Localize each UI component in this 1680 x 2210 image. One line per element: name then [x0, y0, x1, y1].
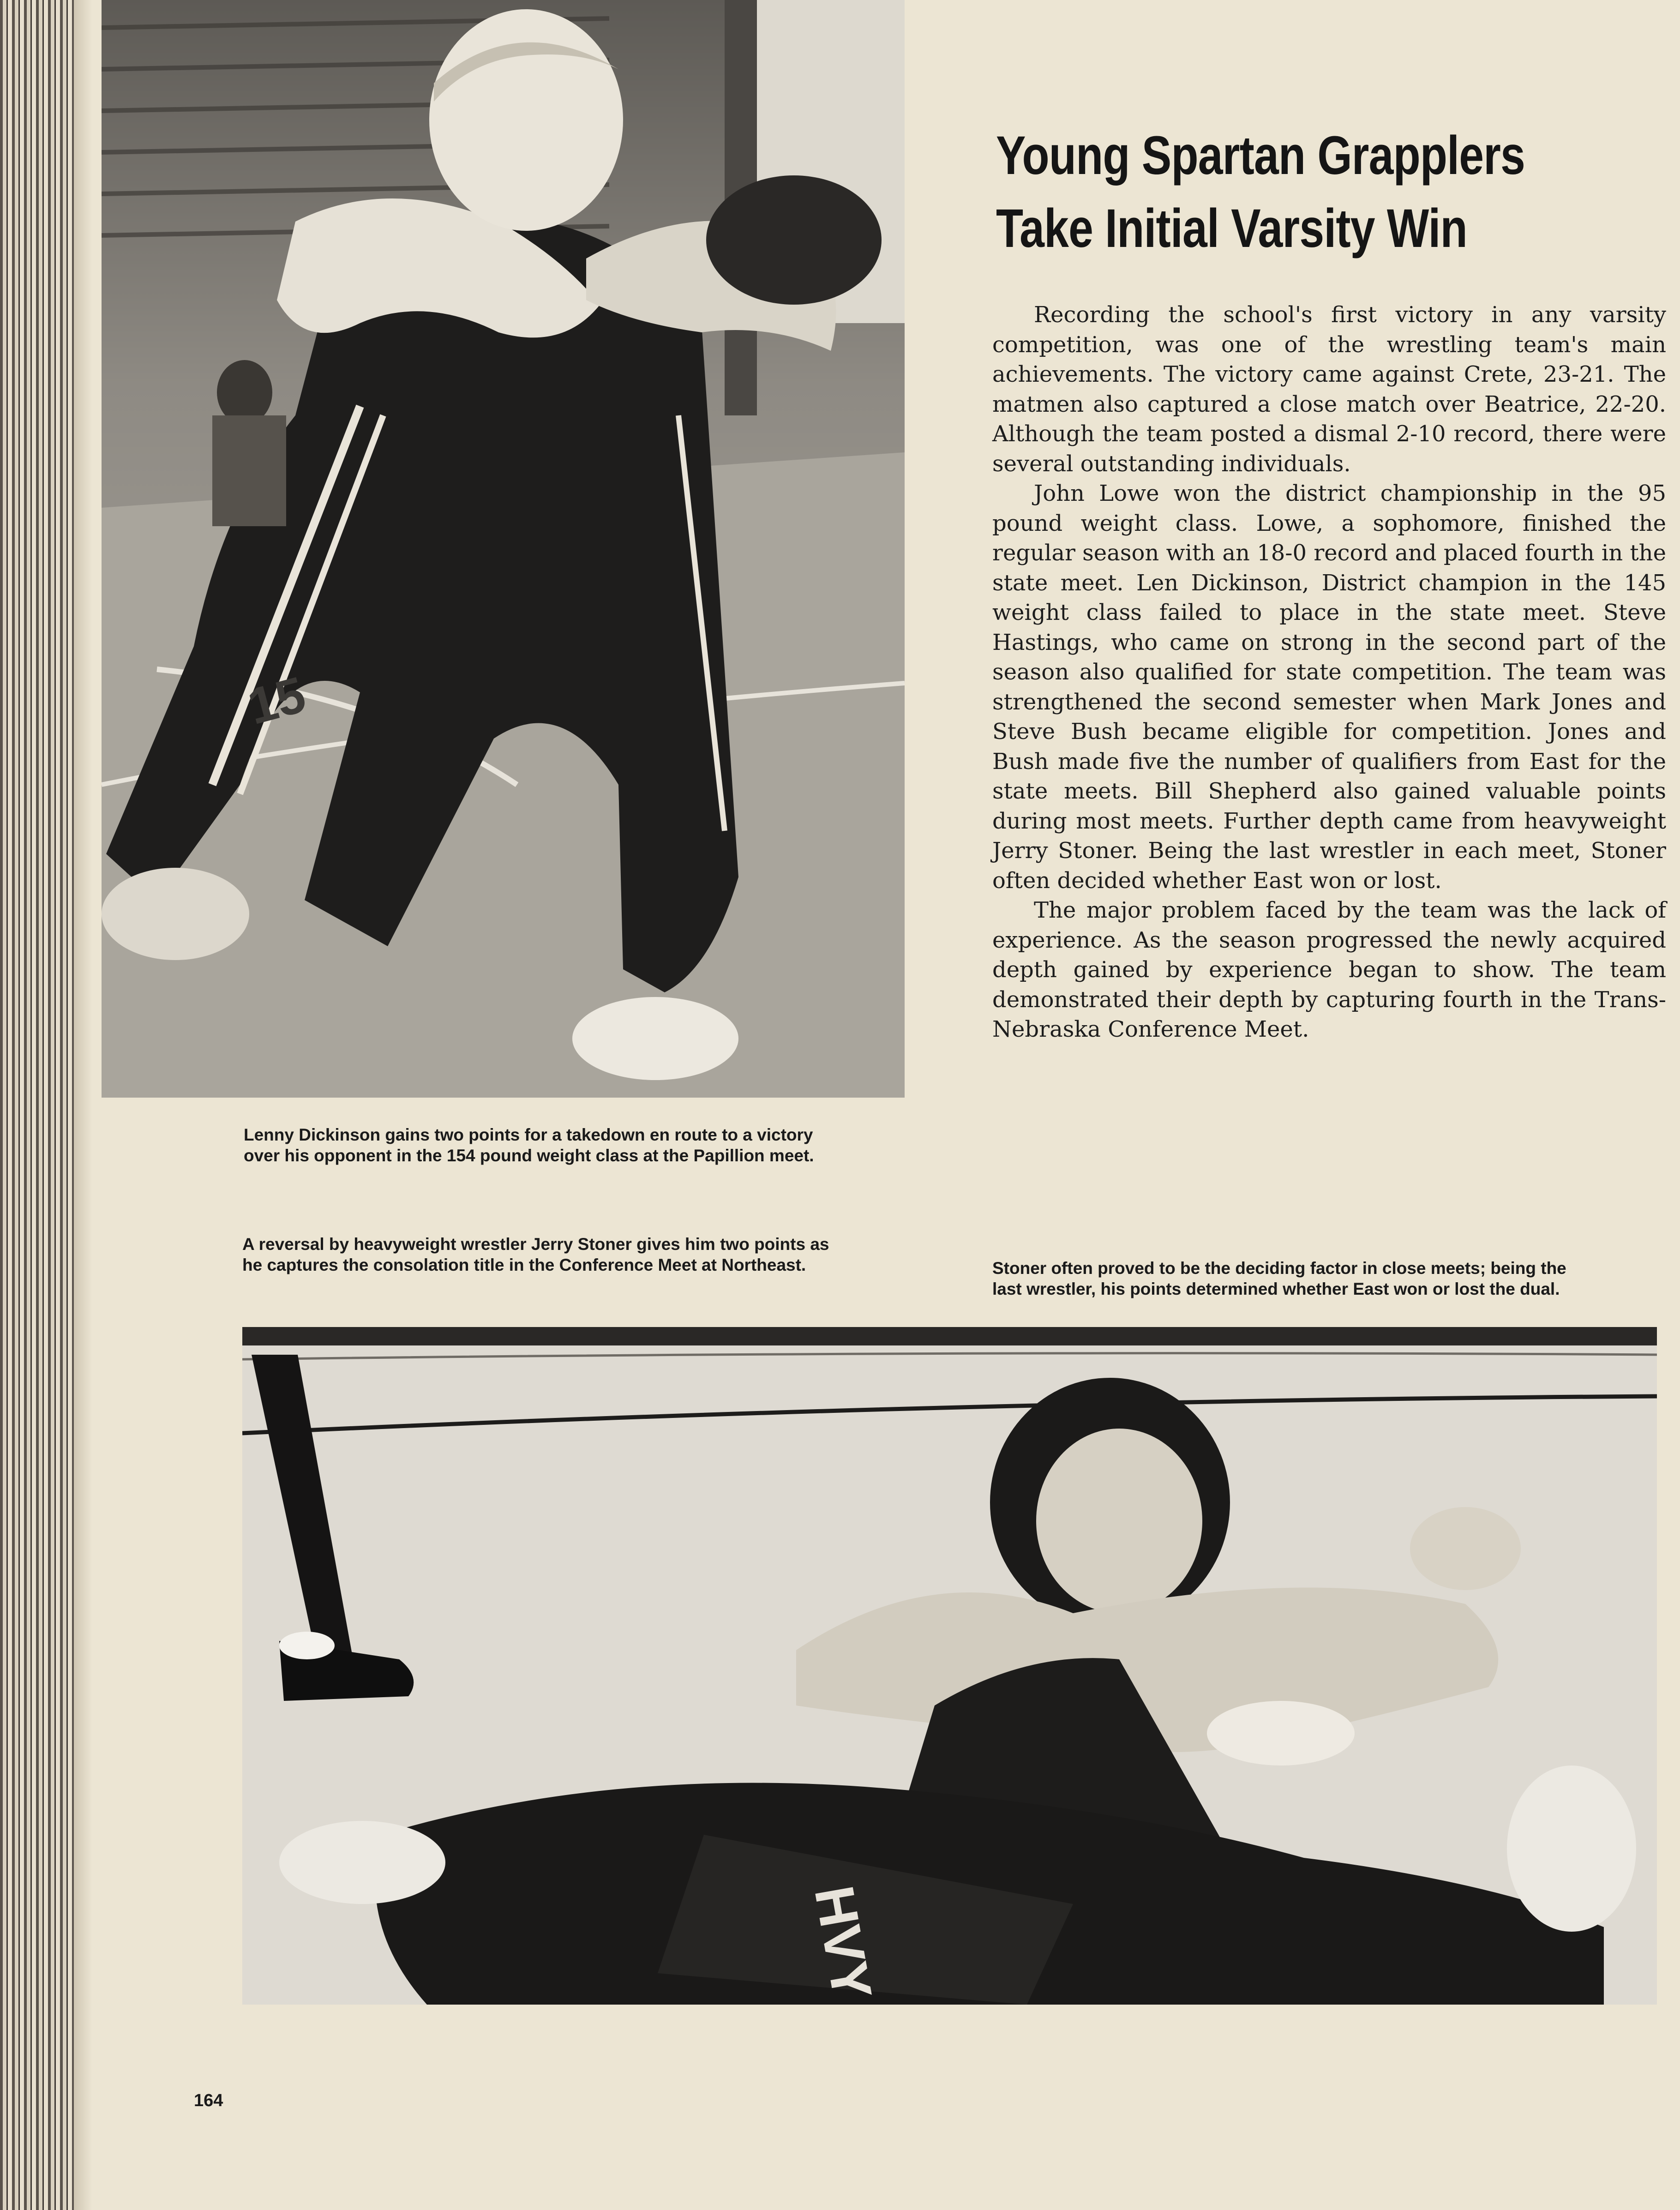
article-body — [992, 300, 1666, 1045]
uniform-text: HVY — [803, 1881, 884, 2005]
caption-line: last wrestler, his points determined whether East won or lost the dual. — [992, 1279, 1560, 1298]
caption-line: Lenny Dickinson gains two points for a takedown en route to a victory — [244, 1125, 813, 1144]
article-paragraph: John Lowe won the district championship in the 95 pound weight class. Lowe, a sophomore, finished the regular season with an 18-0 record and placed fourth in the state meet. Len Dickinson, District champion in the 145 weight class failed to place in the state meet. Steve Hastings, who came on strong in the second part of the season also qualified for state competition. The team was strengthened the second semester when Mark Jones and Steve Bush became eligible for competition. Jones and Bush made five the number of qualifiers from East for the state meets. Bill Shepherd also gained valuable points during most meets. Further depth came from heavyweight Jerry Stoner. Being the last wrestler in each meet, Stoner often decided whether East won or lost. — [992, 480, 1666, 894]
headline-line-1: Young Spartan Grapplers — [996, 125, 1525, 186]
jersey-number: 15 — [242, 666, 312, 736]
page-number: 164 — [194, 2091, 223, 2110]
article-paragraph: Recording the school's first victory in any varsity competition, was one of the wrestling team's main achievements. The victory came against Crete, 23-21. The matmen also captured a close match over Beatrice, 22-20. Although the team posted a dismal 2-10 record, there were several outstanding individuals. — [992, 302, 1666, 477]
wrestling-photo-top — [102, 0, 905, 1098]
article-headline — [996, 119, 1548, 265]
caption-line: over his opponent in the 154 pound weight class at the Papillion meet. — [244, 1146, 814, 1165]
article-paragraph: The major problem faced by the team was the lack of experience. As the season progressed the newly acquired depth gained by experience began to show. The team demonstrated their depth by capturing fourth in the Trans-Nebraska Conference Meet. — [992, 897, 1666, 1042]
caption-top-photo — [244, 1124, 814, 1166]
caption-bottom-left — [242, 1234, 829, 1275]
caption-line: he captures the consolation title in the Conference Meet at Northeast. — [242, 1255, 806, 1274]
caption-line: Stoner often proved to be the deciding factor in close meets; being the — [992, 1259, 1566, 1278]
headline-line-2: Take Initial Varsity Win — [996, 198, 1467, 259]
caption-line: A reversal by heavyweight wrestler Jerry Stoner gives him two points as — [242, 1235, 829, 1254]
caption-bottom-right — [992, 1258, 1566, 1299]
wrestling-photo-bottom — [242, 1327, 1657, 2005]
page-binding-edge — [0, 0, 92, 2210]
